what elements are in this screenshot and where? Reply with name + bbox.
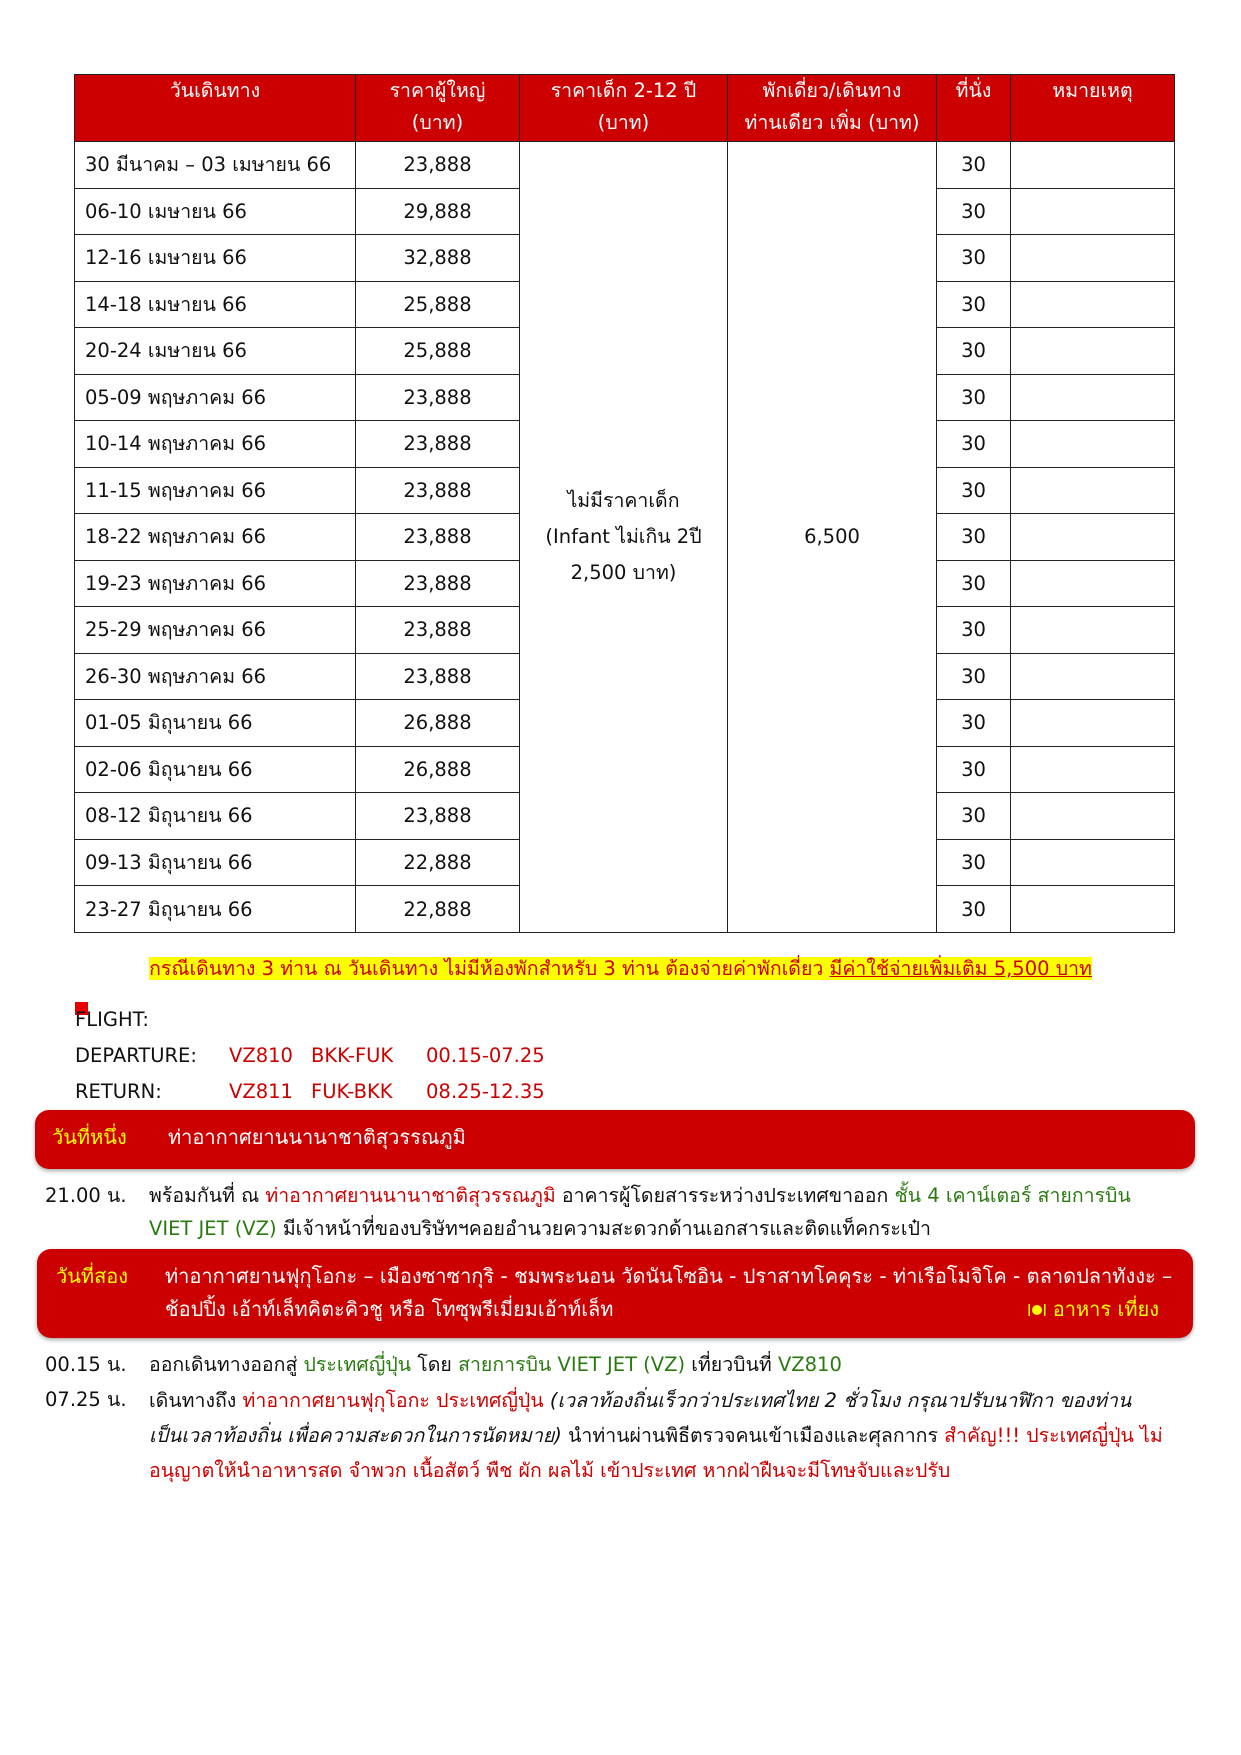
- adult-price-cell: 25,888: [356, 281, 520, 328]
- day1-header: [35, 1110, 1195, 1169]
- child-price-line: ไม่มีราคาเด็ก: [567, 489, 680, 512]
- adult-price-cell: 23,888: [356, 793, 520, 840]
- price-table-body: [75, 142, 1175, 933]
- day2-title-line1: ท่าอากาศยานฟุกุโอกะ – เมืองซาซากุริ - ชมพระนอน วัดนันโซอิน - ปราสาทโคคุระ - ท่าเรือโมจิโค - ตลาดปลาทังงะ –: [165, 1264, 1173, 1288]
- remark-cell: [1011, 235, 1175, 282]
- adult-price-cell: 22,888: [356, 886, 520, 933]
- entry-text: ออกเดินทางออกสู่ ประเทศญี่ปุ่น โดย สายการบิน VIET JET (VZ) เที่ยวบินที่ VZ810: [149, 1353, 842, 1376]
- price-table-header: [75, 75, 1175, 142]
- adult-price-cell: 23,888: [356, 607, 520, 654]
- seats-cell: 30: [937, 839, 1011, 886]
- return-route: FUK-BKK: [311, 1080, 393, 1103]
- child-price-line: (Infant ไม่เกิน 2ปี: [545, 525, 702, 548]
- header-remark: หมายเหตุ: [1011, 75, 1175, 142]
- remark-cell: [1011, 839, 1175, 886]
- seats-cell: 30: [937, 328, 1011, 375]
- entry-time: 07.25 น.: [45, 1388, 127, 1411]
- travel-date-cell: 25-29 พฤษภาคม 66: [75, 607, 356, 654]
- day2-entry-0015: [45, 1348, 1205, 1381]
- travel-date-cell: 26-30 พฤษภาคม 66: [75, 653, 356, 700]
- day1-title: ท่าอากาศยานนานาชาติสุวรรณภูมิ: [168, 1125, 466, 1149]
- departure-label: DEPARTURE:: [75, 1044, 197, 1067]
- day2-entry-0725: [45, 1383, 1205, 1487]
- adult-price-cell: 23,888: [356, 421, 520, 468]
- remark-cell: [1011, 281, 1175, 328]
- seats-cell: 30: [937, 374, 1011, 421]
- notice-extra-cost: มีค่าใช้จ่ายเพิ่มเติม 5,500 บาท: [829, 957, 1092, 980]
- adult-price-cell: 23,888: [356, 560, 520, 607]
- remark-cell: [1011, 653, 1175, 700]
- remark-cell: [1011, 793, 1175, 840]
- remark-cell: [1011, 560, 1175, 607]
- remark-cell: [1011, 467, 1175, 514]
- adult-price-cell: 23,888: [356, 514, 520, 561]
- day1-entry-2100: [45, 1179, 1205, 1247]
- departure-flight-no: VZ810: [229, 1044, 293, 1067]
- adult-price-cell: 32,888: [356, 235, 520, 282]
- travel-date-cell: 20-24 เมษายน 66: [75, 328, 356, 375]
- adult-price-cell: 23,888: [356, 653, 520, 700]
- adult-price-cell: 23,888: [356, 467, 520, 514]
- return-flight-no: VZ811: [229, 1080, 293, 1103]
- seats-cell: 30: [937, 607, 1011, 654]
- day2-label: วันที่สอง: [56, 1264, 129, 1288]
- remark-cell: [1011, 886, 1175, 933]
- travel-date-cell: 19-23 พฤษภาคม 66: [75, 560, 356, 607]
- seats-cell: 30: [937, 421, 1011, 468]
- seats-cell: 30: [937, 467, 1011, 514]
- header-single-supplement: พักเดี่ยว/เดินทาง ท่านเดียว เพิ่ม (บาท): [728, 75, 937, 142]
- travel-date-cell: 05-09 พฤษภาคม 66: [75, 374, 356, 421]
- header-seats: ที่นั่ง: [937, 75, 1011, 142]
- seats-cell: 30: [937, 700, 1011, 747]
- seats-cell: 30: [937, 281, 1011, 328]
- travel-date-cell: 01-05 มิถุนายน 66: [75, 700, 356, 747]
- day1-label: วันที่หนึ่ง: [52, 1125, 127, 1149]
- seats-cell: 30: [937, 235, 1011, 282]
- travel-date-cell: 10-14 พฤษภาคม 66: [75, 421, 356, 468]
- remark-cell: [1011, 514, 1175, 561]
- travel-date-cell: 18-22 พฤษภาคม 66: [75, 514, 356, 561]
- price-table: [74, 74, 1175, 933]
- header-date: วันเดินทาง: [75, 75, 356, 142]
- day2-title-line2: ช้อปปิ้ง เอ้าท์เล็ทคิตะคิวชู หรือ โทซุพรีเมี่ยมเอ้าท์เล็ท: [165, 1297, 614, 1321]
- adult-price-cell: 26,888: [356, 746, 520, 793]
- remark-cell: [1011, 328, 1175, 375]
- plate-cutlery-icon: [1028, 1302, 1046, 1318]
- travel-date-cell: 11-15 พฤษภาคม 66: [75, 467, 356, 514]
- entry-time: 21.00 น.: [45, 1184, 127, 1207]
- return-time: 08.25-12.35: [426, 1080, 545, 1103]
- seats-cell: 30: [937, 886, 1011, 933]
- travel-date-cell: 30 มีนาคม – 03 เมษายน 66: [75, 142, 356, 189]
- departure-route: BKK-FUK: [311, 1044, 394, 1067]
- departure-time: 00.15-07.25: [426, 1044, 545, 1067]
- child-price-cell: [520, 142, 728, 933]
- travel-date-cell: 14-18 เมษายน 66: [75, 281, 356, 328]
- travel-date-cell: 02-06 มิถุนายน 66: [75, 746, 356, 793]
- day2-meal: [1028, 1293, 1159, 1326]
- adult-price-cell: 26,888: [356, 700, 520, 747]
- travel-date-cell: 23-27 มิถุนายน 66: [75, 886, 356, 933]
- seats-cell: 30: [937, 514, 1011, 561]
- seats-cell: 30: [937, 793, 1011, 840]
- seats-cell: 30: [937, 142, 1011, 189]
- header-child-price: ราคาเด็ก 2-12 ปี (บาท): [520, 75, 728, 142]
- travel-date-cell: 08-12 มิถุนายน 66: [75, 793, 356, 840]
- single-supplement-cell: 6,500: [728, 142, 937, 933]
- travel-date-cell: 12-16 เมษายน 66: [75, 235, 356, 282]
- entry-time: 00.15 น.: [45, 1353, 127, 1376]
- adult-price-cell: 25,888: [356, 328, 520, 375]
- seats-cell: 30: [937, 560, 1011, 607]
- remark-cell: [1011, 607, 1175, 654]
- seats-cell: 30: [937, 188, 1011, 235]
- remark-cell: [1011, 374, 1175, 421]
- triple-room-notice: [0, 954, 1241, 984]
- travel-date-cell: 09-13 มิถุนายน 66: [75, 839, 356, 886]
- return-label: RETURN:: [75, 1080, 162, 1103]
- entry-text: พร้อมกันที่ ณ ท่าอากาศยานนานาชาติสุวรรณภูมิ อาคารผู้โดยสารระหว่างประเทศขาออก ชั้น 4 เคาน์เตอร์ สายการบิน VIET JET (VZ) มีเจ้าหน้าที่ของบริษัทฯคอยอำนวยความสะดวกด้านเอกสารและติดแท็คกระเป๋า: [149, 1184, 1131, 1240]
- seats-cell: 30: [937, 746, 1011, 793]
- seats-cell: 30: [937, 653, 1011, 700]
- adult-price-cell: 23,888: [356, 374, 520, 421]
- travel-date-cell: 06-10 เมษายน 66: [75, 188, 356, 235]
- remark-cell: [1011, 700, 1175, 747]
- notice-text: กรณีเดินทาง 3 ท่าน ณ วันเดินทาง ไม่มีห้องพักสำหรับ 3 ท่าน ต้องจ่ายค่าพักเดี่ยว: [149, 957, 830, 980]
- adult-price-cell: 23,888: [356, 142, 520, 189]
- day2-header: [37, 1249, 1193, 1338]
- price-row: [75, 142, 1175, 189]
- adult-price-cell: 22,888: [356, 839, 520, 886]
- remark-cell: [1011, 188, 1175, 235]
- remark-cell: [1011, 421, 1175, 468]
- entry-text: เดินทางถึง ท่าอากาศยานฟุกุโอกะ ประเทศญี่ปุ่น (เวลาท้องถิ่นเร็วกว่าประเทศไทย 2 ชั่วโมง กรุณาปรับนาฬิกา ของท่าน เป็นเวลาท้องถิ่น เพื่อความสะดวกในการนัดหมาย) นำท่านผ่านพิธีตรวจคนเข้าเมืองและศุลกากร สำคัญ!!! ประเทศญี่ปุ่น ไม่ อนุญาตให้นำอาหารสด จำพวก เนื้อสัตว์ พืช ผัก ผลไม้ เข้าประเทศ หากฝ่าฝืนจะมีโทษจับและปรับ: [149, 1389, 1163, 1482]
- remark-cell: [1011, 746, 1175, 793]
- child-price-line: 2,500 บาท): [570, 561, 677, 584]
- meal-label: อาหาร เที่ยง: [1052, 1297, 1159, 1321]
- header-adult-price: ราคาผู้ใหญ่ (บาท): [356, 75, 520, 142]
- remark-cell: [1011, 142, 1175, 189]
- adult-price-cell: 29,888: [356, 188, 520, 235]
